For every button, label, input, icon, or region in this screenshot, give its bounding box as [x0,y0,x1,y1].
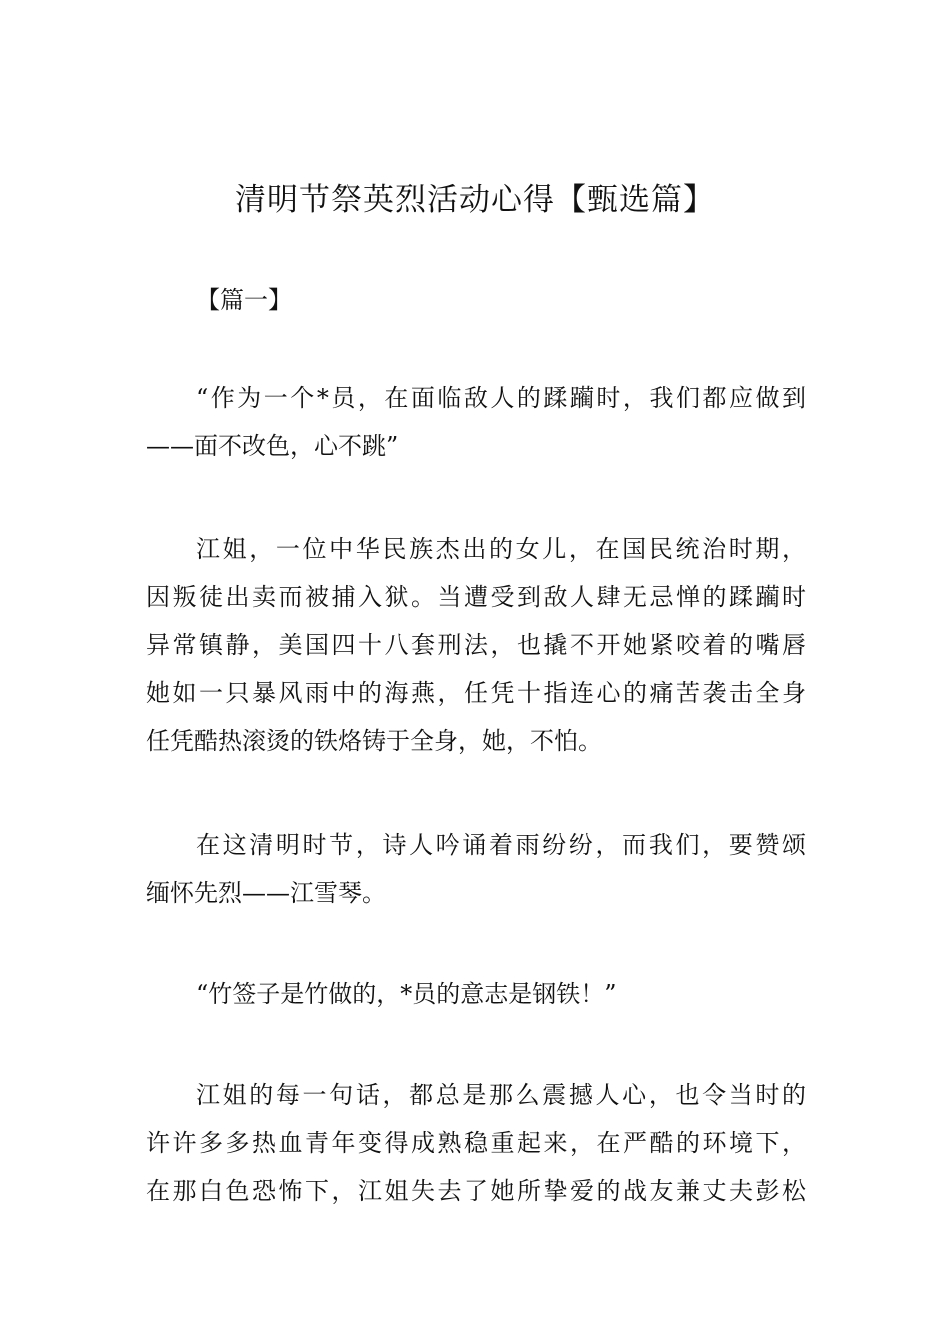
paragraph-1 [146,374,806,470]
paragraph-5 [146,1071,806,1215]
paragraph-line: 江姐的每一句话，都总是那么震撼人心，也令当时的 [196,1081,806,1109]
paragraph-line: 许许多多热血青年变得成熟稳重起来，在严酷的环境下， [146,1129,806,1157]
paragraph-line: ——面不改色，心不跳” [146,432,399,460]
paragraph-line: 异常镇静，美国四十八套刑法，也撬不开她紧咬着的嘴唇 [146,631,806,659]
paragraph-line: 在这清明时节，诗人吟诵着雨纷纷，而我们，要赞颂 [196,831,806,859]
paragraph-line: “作为一个*员，在面临敌人的蹂躏时，我们都应做到 [196,384,806,412]
paragraph-3 [146,821,806,917]
paragraph-line: 任凭酷热滚烫的铁烙铸于全身，她，不怕。 [146,727,602,755]
paragraph-line: “竹签子是竹做的，*员的意志是钢铁！” [196,980,617,1008]
paragraph-4 [146,970,806,1018]
paragraph-2 [146,525,806,765]
paragraph-line: 江姐，一位中华民族杰出的女儿，在国民统治时期， [196,535,806,563]
paragraph-line: 因叛徒出卖而被捕入狱。当遭受到敌人肆无忌惮的蹂躏时 [146,583,806,611]
paragraph-line: 缅怀先烈——江雪琴。 [146,879,386,907]
paragraph-line: 在那白色恐怖下，江姐失去了她所挚爱的战友兼丈夫彭松 [146,1177,806,1205]
paragraph-line: 她如一只暴风雨中的海燕，任凭十指连心的痛苦袭击全身 [146,679,806,707]
document-title: 清明节祭英烈活动心得【甄选篇】 [235,182,715,218]
section-label: 【篇一】 [196,286,292,314]
